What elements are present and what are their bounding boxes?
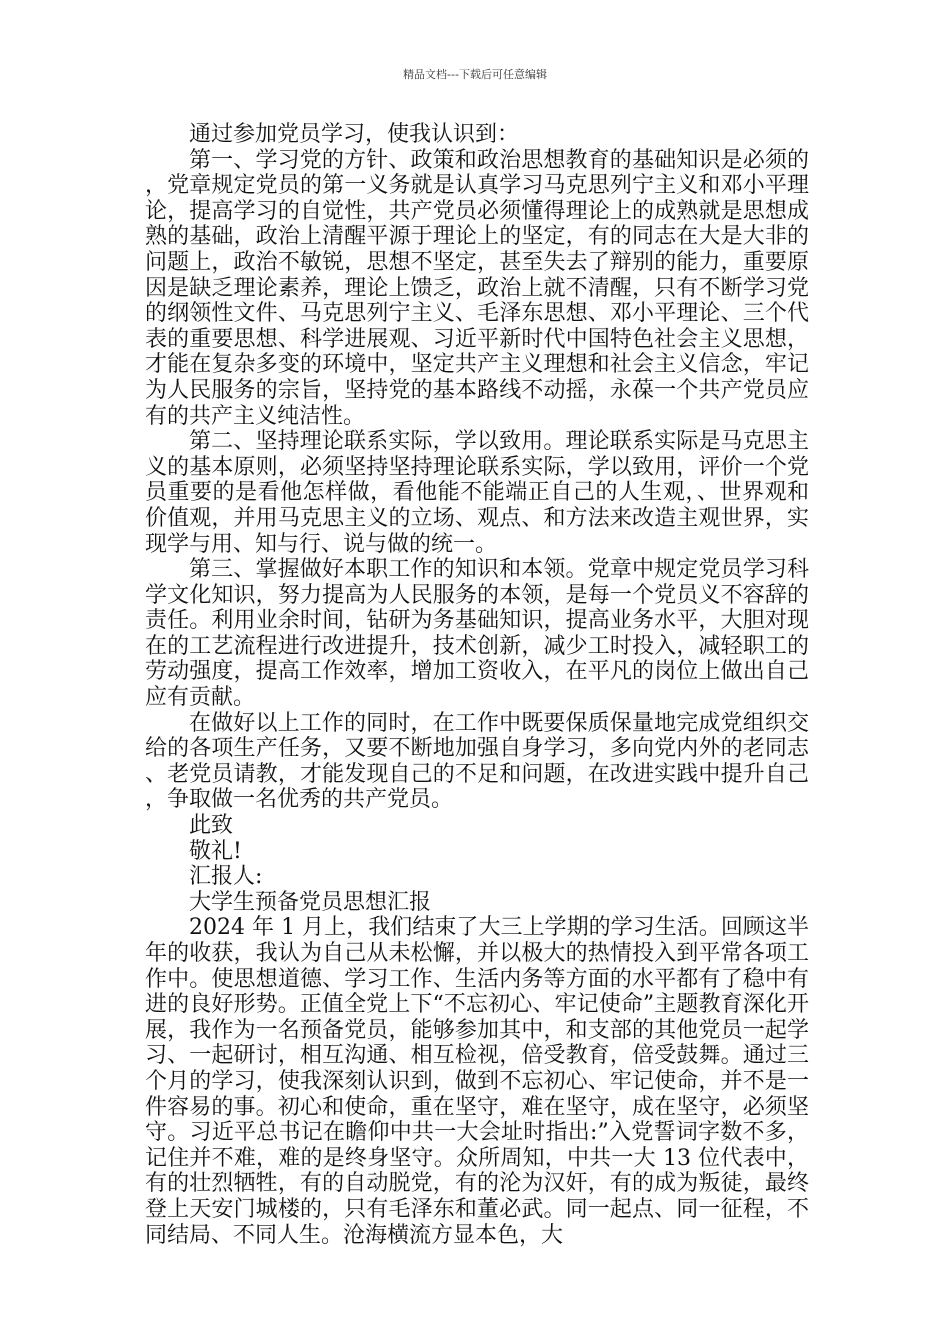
paragraph-point-two: 第二、坚持理论联系实际，学以致用。理论联系实际是马克思主义的基本原则，必须坚持坚持理论联系实际，学以致用，评价一个党员重要的是看他怎样做，看他能不能端正自己的人生观，、世界观和价值观，并用马克思主义的立场、观点、和方法来改造主观世界，实现学与用、知与行、说与做的统一。 xyxy=(145,429,809,557)
paragraph-conclusion: 在做好以上工作的同时，在工作中既要保质保量地完成党组织交给的各项生产任务，又要不断地加强自身学习，多向党内外的老同志、老党员请教，才能发现自己的不足和问题，在改进实践中提升自己，争取做一名优秀的共产党员。 xyxy=(145,710,809,813)
paragraph-report-body: 2024 年 1 月上，我们结束了大三上学期的学习生活。回顾这半年的收获，我认为自己从未松懈，并以极大的热情投入到平常各项工作中。使思想道德、学习工作、生活内务等方面的水平都有了稳中有进的良好形势。正值全党上下“不忘初心、牢记使命”主题教育深化开展，我作为一名预备党员，能够参加其中，和支部的其他党员一起学习、一起研讨，相互沟通、相互检视，倍受教育，倍受鼓舞。通过三个月的学习，使我深刻认识到，做到不忘初心、牢记使命，并不是一件容易的事。初心和使命，重在坚守，难在坚守，成在坚守，必须坚守。习近平总书记在瞻仰中共一大会址时指出:”入党誓词字数不多，记住并不难，难的是终身坚守。众所周知，中共一大 13 位代表中，有的壮烈牺牲，有的自动脱党，有的沦为汉奸，有的成为叛徒，最终登上天安门城楼的，只有毛泽东和董必武。同一起点、同一征程，不同结局、不同人生。沧海横流方显本色，大 xyxy=(145,915,809,1248)
document-header: 精品文档---下载后可任意编辑 xyxy=(403,68,547,81)
paragraph-intro: 通过参加党员学习，使我认识到： xyxy=(189,122,520,147)
section-title: 大学生预备党员思想汇报 xyxy=(189,889,432,915)
document-body xyxy=(145,122,809,1248)
paragraph-point-one: 第一、学习党的方针、政策和政治思想教育的基础知识是必须的，党章规定党员的第一义务就是认真学习马克思列宁主义和邓小平理论，提高学习的自觉性，共产党员必须懂得理论上的成熟就是思想成熟的基础，政治上清醒平源于理论上的坚定，有的同志在大是大非的问题上，政治不敏锐，思想不坚定，甚至失去了辩别的能力，重要原因是缺乏理论素养，理论上馈乏，政治上就不清醒，只有不断学习党的纲领性文件、马克思列宁主义、毛泽东思想、邓小平理论、三个代表的重要思想、科学进展观、习近平新时代中国特色社会主义思想，才能在复杂多变的环境中，坚定共产主义理想和社会主义信念，牢记为人民服务的宗旨，坚持党的基本路线不动摇，永葆一个共产党员应有的共产主义纯洁性。 xyxy=(145,147,809,429)
closing-jingli: 敬礼! xyxy=(189,838,242,864)
paragraph-point-three: 第三、掌握做好本职工作的知识和本领。党章中规定党员学习科学文化知识，努力提高为人民服务的本领，是每一个党员义不容辞的责任。利用业余时间，钻研为务基础知识，提高业务水平，大胆对现在的工艺流程进行改进提升，技术创新，减少工时投入，减轻职工的劳动强度，提高工作效率，增加工资收入，在平凡的岗位上做出自己应有贡献。 xyxy=(145,557,809,711)
closing-cizhi: 此致 xyxy=(189,813,234,839)
reporter-label: 汇报人: xyxy=(189,864,263,890)
